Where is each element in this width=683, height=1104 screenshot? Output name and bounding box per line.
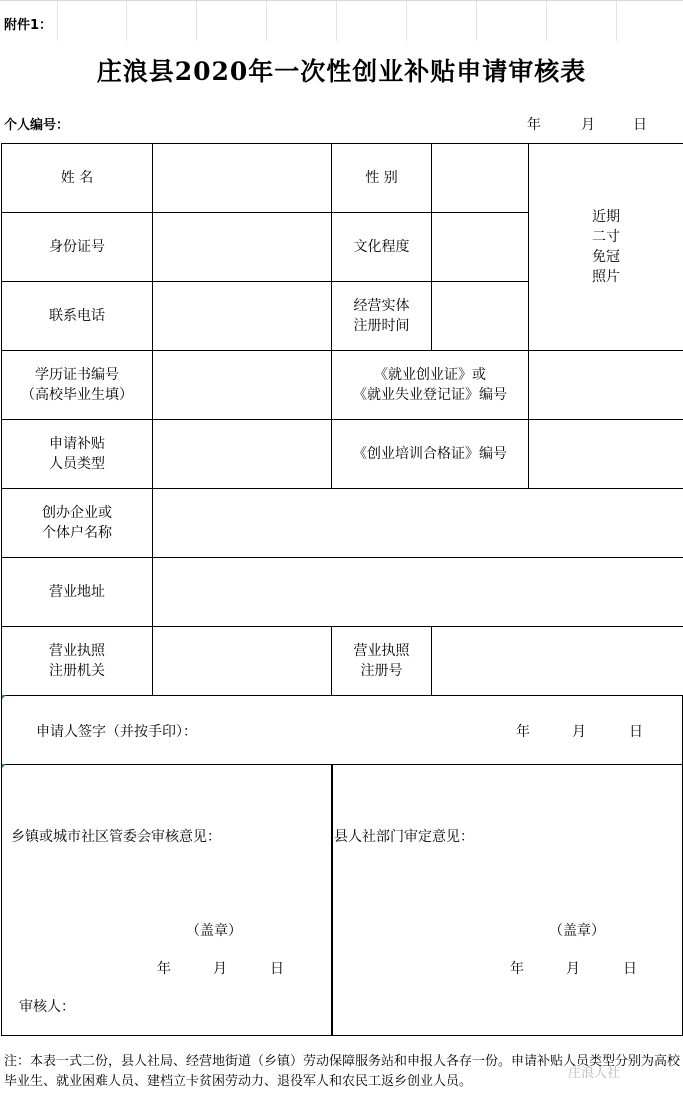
township-year: 年 xyxy=(157,961,171,977)
signature-row[interactable] xyxy=(1,695,683,765)
page-title: 庄浪县2020年一次性创业补贴申请审核表 xyxy=(96,57,587,86)
gender-field[interactable] xyxy=(432,144,529,213)
watermark: 庄浪人社 xyxy=(568,1066,621,1081)
signature-year: 年 xyxy=(516,724,530,740)
training-cert-label: 《创业培训合格证》编号 xyxy=(332,420,529,489)
county-approval-label: 县人社部门审定意见： xyxy=(334,829,474,845)
registration-time-field[interactable] xyxy=(432,282,529,351)
attachment-label: 附件1： xyxy=(4,18,53,33)
header-year: 年 xyxy=(527,117,541,133)
license-number-field[interactable] xyxy=(432,627,683,696)
township-seal-label: （盖章） xyxy=(186,923,242,939)
person-number-label: 个人编号： xyxy=(4,118,70,133)
header-day: 日 xyxy=(633,117,647,133)
county-seal-label: （盖章） xyxy=(549,923,605,939)
name-field[interactable] xyxy=(153,144,332,213)
gender-label: 性 别 xyxy=(332,144,432,213)
business-address-field[interactable] xyxy=(153,558,683,627)
subsidy-type-field[interactable] xyxy=(153,420,332,489)
business-address-label: 营业地址 xyxy=(2,558,153,627)
diploma-number-label: 学历证书编号 （高校毕业生填） xyxy=(2,351,153,420)
employment-cert-field[interactable] xyxy=(529,351,683,420)
name-label: 姓 名 xyxy=(2,144,153,213)
id-number-label: 身份证号 xyxy=(2,213,153,282)
township-review-label: 乡镇或城市社区管委会审核意见： xyxy=(11,829,221,845)
township-review-box[interactable] xyxy=(1,764,333,1036)
phone-label: 联系电话 xyxy=(2,282,153,351)
training-cert-field[interactable] xyxy=(529,420,683,489)
license-authority-label: 营业执照 注册机关 xyxy=(2,627,153,696)
diploma-number-field[interactable] xyxy=(153,351,332,420)
registration-time-label: 经营实体 注册时间 xyxy=(332,282,432,351)
signature-label: 申请人签字（并按手印）： xyxy=(36,724,197,740)
county-year: 年 xyxy=(510,961,524,977)
id-number-field[interactable] xyxy=(153,213,332,282)
subsidy-type-label: 申请补贴 人员类型 xyxy=(2,420,153,489)
county-approval-box[interactable] xyxy=(331,764,683,1036)
employment-cert-label: 《就业创业证》或 《就业失业登记证》编号 xyxy=(332,351,529,420)
phone-field[interactable] xyxy=(153,282,332,351)
application-form-table xyxy=(1,143,683,696)
enterprise-name-label: 创办企业或 个体户名称 xyxy=(2,489,153,558)
license-authority-field[interactable] xyxy=(153,627,332,696)
county-day: 日 xyxy=(623,961,637,977)
photo-box[interactable]: 近期 二寸 免冠 照片 xyxy=(529,144,683,351)
enterprise-name-field[interactable] xyxy=(153,489,683,558)
township-day: 日 xyxy=(270,961,284,977)
education-label: 文化程度 xyxy=(332,213,432,282)
header-month: 月 xyxy=(581,117,595,133)
county-month: 月 xyxy=(566,961,580,977)
signature-day: 日 xyxy=(629,724,643,740)
education-field[interactable] xyxy=(432,213,529,282)
sheet-gridlines xyxy=(0,0,683,41)
reviewer-label: 审核人： xyxy=(19,999,75,1015)
signature-month: 月 xyxy=(572,724,586,740)
license-number-label: 营业执照 注册号 xyxy=(332,627,432,696)
footnote: 注：本表一式二份，县人社局、经营地街道（乡镇）劳动保障服务站和申报人各存一份。申请补贴人员类型分别为高校毕业生、就业困难人员、建档立卡贫困劳动力、退役军人和农民工返乡创业人员。 xyxy=(4,1054,681,1089)
township-month: 月 xyxy=(213,961,227,977)
